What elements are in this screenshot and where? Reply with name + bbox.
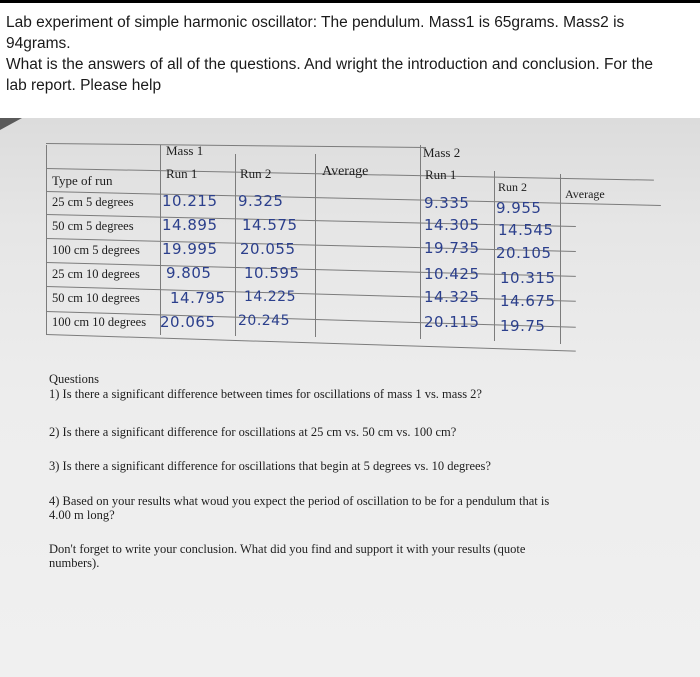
m1-run2-value: 20.055 [240, 240, 296, 258]
table-line [235, 154, 236, 336]
m2-run2-value: 19.75 [500, 317, 546, 335]
top-border [0, 0, 700, 3]
row-label: 50 cm 10 degrees [52, 291, 140, 305]
m2-run2-header: Run 2 [498, 180, 528, 194]
m1-run2-value: 9.325 [238, 192, 284, 210]
questions-heading: Questions [49, 372, 99, 386]
post-line-3: What is the answers of all of the questions. And wright the introduction and conclusion. For the [6, 56, 654, 73]
m1-run2-value: 20.245 [238, 313, 290, 329]
m1-run1-value: 20.065 [160, 313, 216, 331]
row-label: 25 cm 5 degrees [52, 195, 134, 209]
table-line [46, 145, 47, 335]
m1-run1-value: 19.995 [162, 240, 218, 258]
m1-run2-value: 14.225 [244, 289, 296, 305]
m1-run2-value: 14.575 [242, 216, 298, 234]
m2-run1-value: 9.335 [424, 194, 470, 212]
m2-run1-value: 14.305 [424, 216, 480, 234]
m2-average-header: Average [565, 187, 605, 201]
m1-run1-value: 14.795 [170, 289, 226, 307]
m2-run1-value: 19.735 [424, 239, 480, 257]
m2-run1-value: 14.325 [424, 288, 480, 306]
m1-run1-header: Run 1 [166, 166, 198, 181]
m1-run1-value: 14.895 [162, 216, 218, 234]
table-line [46, 143, 426, 148]
row-label: 25 cm 10 degrees [52, 267, 140, 281]
m1-run2-header: Run 2 [240, 166, 272, 181]
row-label: 50 cm 5 degrees [52, 219, 134, 233]
m1-average-header: Average [322, 164, 369, 179]
worksheet-sheet [0, 118, 700, 677]
post-line-1: Lab experiment of simple harmonic oscillator: The pendulum. Mass1 is 65grams. Mass2 is [6, 14, 625, 31]
worksheet-photo[interactable] [0, 118, 700, 677]
table-line [160, 145, 161, 335]
m1-run2-value: 10.595 [244, 264, 300, 282]
table-line [46, 334, 576, 352]
m2-run2-value: 14.545 [498, 221, 554, 239]
question-4-line-1: 4) Based on your results what woud you expect the period of oscillation to be for a pendulum that is [49, 494, 550, 508]
question-2: 2) Is there a significant difference for oscillations at 25 cm vs. 50 cm vs. 100 cm? [49, 425, 457, 439]
table-line [494, 171, 495, 341]
post-line-2: 94grams. [6, 35, 71, 52]
m1-run1-value: 9.805 [166, 264, 212, 282]
m2-run1-value: 10.425 [424, 265, 480, 283]
m2-run2-value: 14.675 [500, 292, 556, 310]
question-1: 1) Is there a significant difference between times for oscillations of mass 1 vs. mass 2? [49, 387, 482, 401]
m1-run1-value: 10.215 [162, 192, 218, 210]
post-question-text [6, 12, 694, 96]
mass1-header: Mass 1 [166, 143, 204, 158]
conclusion-note-line-2: numbers). [49, 556, 100, 570]
mass2-header: Mass 2 [423, 145, 461, 160]
m2-run2-value: 9.955 [496, 199, 542, 217]
m2-run2-value: 20.105 [496, 244, 552, 262]
table-line [560, 174, 561, 344]
m2-run1-value: 20.115 [424, 313, 480, 331]
m2-run2-value: 10.315 [500, 269, 556, 287]
post-line-4: lab report. Please help [6, 77, 162, 94]
type-of-run-header: Type of run [52, 173, 113, 188]
question-4-line-2: 4.00 m long? [49, 508, 115, 522]
row-label: 100 cm 10 degrees [52, 315, 147, 329]
conclusion-note-line-1: Don't forget to write your conclusion. What did you find and support it with your results (quote [49, 542, 526, 556]
table-line [420, 145, 421, 339]
question-3: 3) Is there a significant difference for oscillations that begin at 5 degrees vs. 10 degrees? [49, 459, 491, 473]
m2-run1-header: Run 1 [425, 167, 457, 182]
table-line [315, 154, 316, 337]
row-label: 100 cm 5 degrees [52, 243, 140, 257]
